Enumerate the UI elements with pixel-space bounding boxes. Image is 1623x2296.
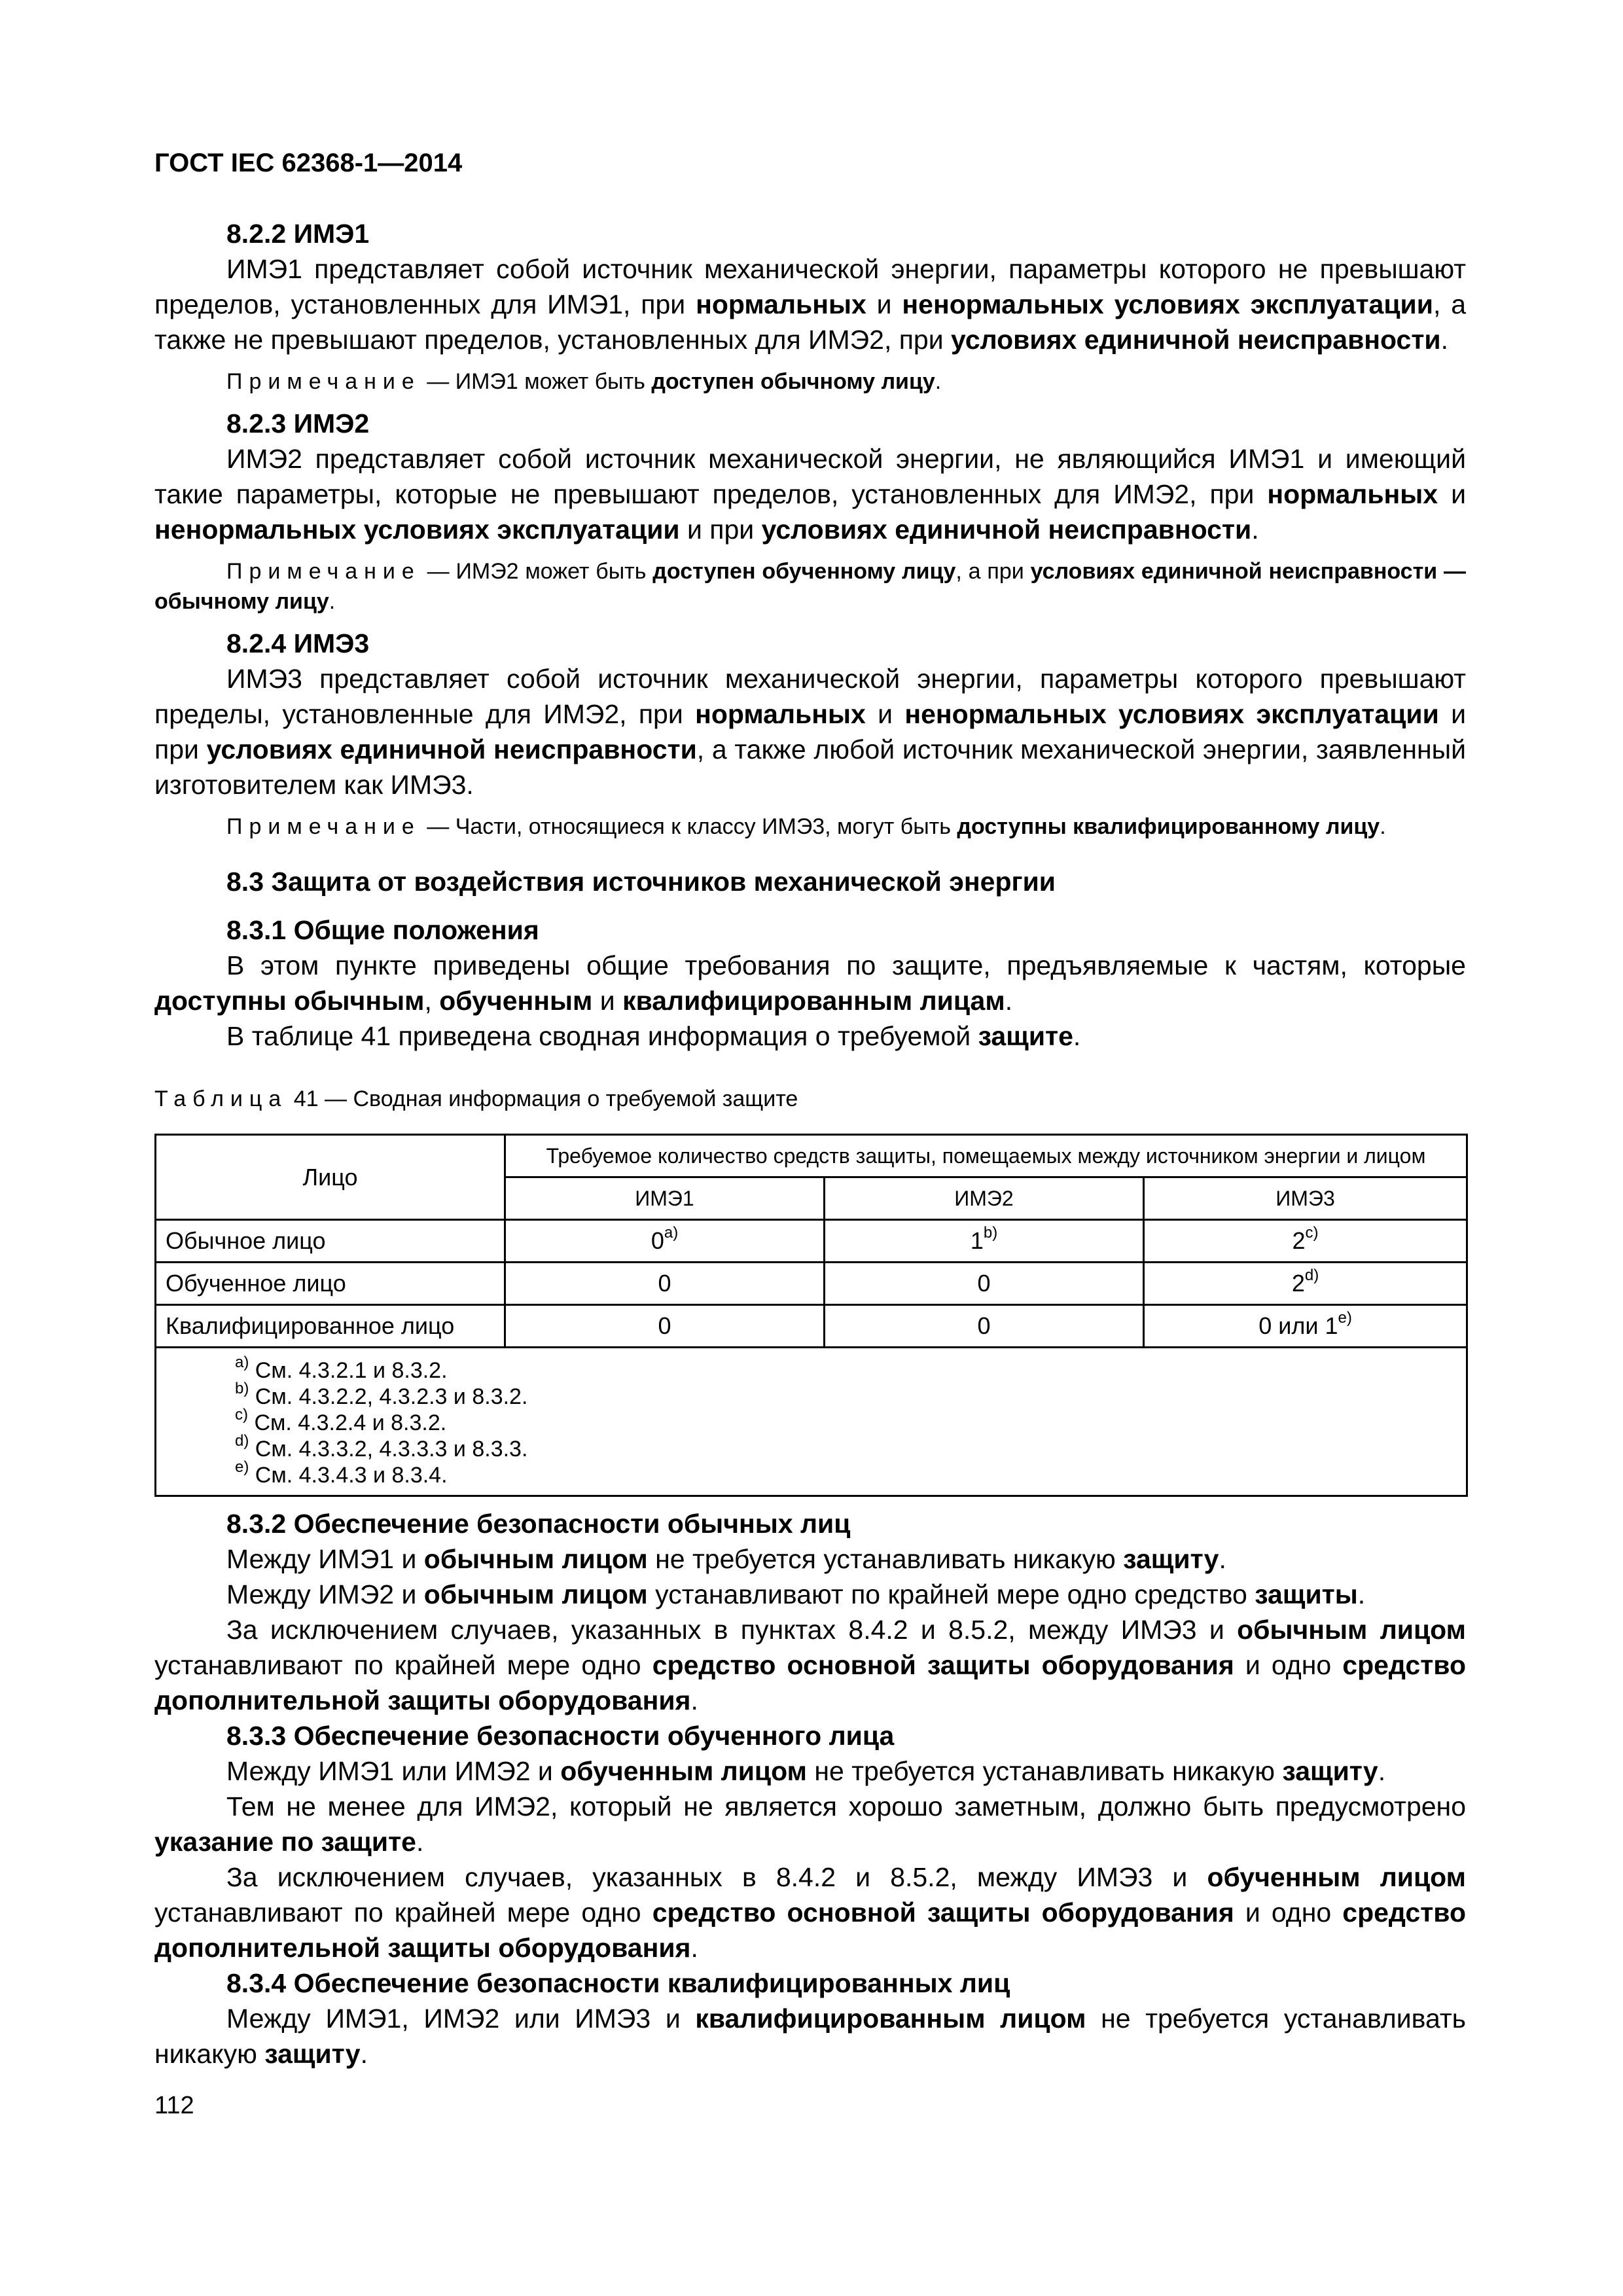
section-8-3-4-heading: 8.3.4 Обеспечение безопасности квалифицированных лиц [226, 1968, 1010, 1998]
cell-ime3: 0 или 1$^{e)}$ [1144, 1305, 1467, 1348]
section-8-2-4-heading: 8.2.4 ИМЭ3 [226, 628, 370, 658]
section-8-3-2-text-3: За исключением случаев, указанных в пунктах 8.4.2 и 8.5.2, между ИМЭ3 и обычным лицом устанавливают по крайней мере одно средство основной защиты оборудования и одно средство дополнительной защиты оборудования. [154, 1615, 1466, 1715]
section-8-3-3-heading: 8.3.3 Обеспечение безопасности обученного лица [226, 1721, 895, 1751]
header-person: Лицо [156, 1135, 505, 1220]
section-8-2-2-note: Примечание — ИМЭ1 может быть доступен обычному лицу. [226, 369, 942, 394]
footnote: $^{e)}$ См. 4.3.4.3 и 8.3.4. [235, 1458, 448, 1488]
cell-ime3: 2$^{d)}$ [1144, 1263, 1467, 1305]
header-ime3: ИМЭ3 [1144, 1177, 1467, 1220]
section-8-3-4-text-1: Между ИМЭ1, ИМЭ2 или ИМЭ3 и квалифицированным лицом не требуется устанавливать никакую защиту. [154, 2003, 1466, 2069]
section-8-3-3-text-1: Между ИМЭ1 или ИМЭ2 и обученным лицом не требуется устанавливать никакую защиту. [226, 1756, 1386, 1786]
cell-ime3: 2$^{c)}$ [1144, 1220, 1467, 1263]
row-person: Квалифицированное лицо [156, 1305, 505, 1348]
table-row [156, 1220, 1467, 1263]
section-8-2-3-text: ИМЭ2 представляет собой источник механической энергии, не являющийся ИМЭ1 и имеющий такие параметры, которые не превышают пределов, установленных для ИМЭ2, при нормальных и ненормальных условиях эксплуатации и при условиях единичной неисправности. [154, 444, 1466, 545]
footnote: $^{d)}$ См. 4.3.3.2, 4.3.3.3 и 8.3.3. [235, 1431, 528, 1462]
table-footnotes [156, 1348, 1467, 1496]
header-protection-count: Требуемое количество средств защиты, помещаемых между источником энергии и лицом [505, 1135, 1467, 1177]
section-8-3-2-text-2: Между ИМЭ2 и обычным лицом устанавливают по крайней мере одно средство защиты. [226, 1579, 1366, 1609]
section-8-2-4-note: Примечание — Части, относящиеся к классу ИМЭ3, могут быть доступны квалифицированному лицу. [226, 814, 1386, 839]
section-8-2-3-note: Примечание — ИМЭ2 может быть доступен обученному лицу, а при условиях единичной неисправности — обычному лицу. [154, 559, 1466, 614]
table-41-caption: Таблица 41 — Сводная информация о требуемой защите [154, 1086, 798, 1111]
table-footnotes-row [156, 1348, 1467, 1496]
cell-ime2: 0 [825, 1305, 1144, 1348]
table-row [156, 1263, 1467, 1305]
cell-ime2: 1$^{b)}$ [825, 1220, 1144, 1263]
cell-ime1: 0$^{a)}$ [505, 1220, 825, 1263]
section-8-3-2-heading: 8.3.2 Обеспечение безопасности обычных лиц [226, 1509, 851, 1539]
section-8-3-3-text-2: Тем не менее для ИМЭ2, который не является хорошо заметным, должно быть предусмотрено указание по защите. [154, 1791, 1466, 1857]
document-code: ГОСТ IEC 62368-1—2014 [154, 149, 463, 177]
header-ime2: ИМЭ2 [825, 1177, 1144, 1220]
cell-ime2: 0 [825, 1263, 1144, 1305]
table-header-row [156, 1135, 1467, 1177]
row-person: Обученное лицо [156, 1263, 505, 1305]
table-row [156, 1305, 1467, 1348]
footnote: $^{c)}$ См. 4.3.2.4 и 8.3.2. [235, 1405, 447, 1435]
footnote: $^{a)}$ См. 4.3.2.1 и 8.3.2. [235, 1353, 448, 1383]
section-8-2-3-heading: 8.2.3 ИМЭ2 [226, 408, 370, 439]
header-ime1: ИМЭ1 [505, 1177, 825, 1220]
page-number: 112 [154, 2092, 194, 2119]
section-8-3-2-text-1: Между ИМЭ1 и обычным лицом не требуется устанавливать никакую защиту. [226, 1544, 1226, 1574]
document-page [154, 145, 1466, 2072]
section-8-3-3-text-3: За исключением случаев, указанных в 8.4.2 и 8.5.2, между ИМЭ3 и обученным лицом устанавливают по крайней мере одно средство основной защиты оборудования и одно средство дополнительной защиты оборудования. [154, 1862, 1466, 1963]
section-8-2-4-text: ИМЭ3 представляет собой источник механической энергии, параметры которого превышают пределы, установленные для ИМЭ2, при нормальных и ненормальных условиях эксплуатации и при условиях единичной неисправности, а также любой источник механической энергии, заявленный изготовителем как ИМЭ3. [154, 664, 1467, 800]
table-41 [154, 1134, 1468, 1497]
section-8-3-heading: 8.3 Защита от воздействия источников механической энергии [226, 867, 1056, 897]
section-8-2-2-heading: 8.2.2 ИМЭ1 [226, 219, 370, 249]
row-person: Обычное лицо [156, 1220, 505, 1263]
section-8-3-1-text-2: В таблице 41 приведена сводная информация о требуемой защите. [226, 1021, 1081, 1051]
section-8-3-1-heading: 8.3.1 Общие положения [226, 915, 539, 945]
section-8-3-1-text-1: В этом пункте приведены общие требования по защите, предъявляемые к частям, которые доступны обычным, обученным и квалифицированным лицам. [154, 950, 1466, 1016]
cell-ime1: 0 [505, 1263, 825, 1305]
cell-ime1: 0 [505, 1305, 825, 1348]
footnote: $^{b)}$ См. 4.3.2.2, 4.3.2.3 и 8.3.2. [235, 1379, 528, 1409]
section-8-2-2-text: ИМЭ1 представляет собой источник механической энергии, параметры которого не превышают пределов, установленных для ИМЭ1, при нормальных и ненормальных условиях эксплуатации, а также не превышают пределов, установленных для ИМЭ2, при условиях единичной неисправности. [154, 254, 1467, 355]
